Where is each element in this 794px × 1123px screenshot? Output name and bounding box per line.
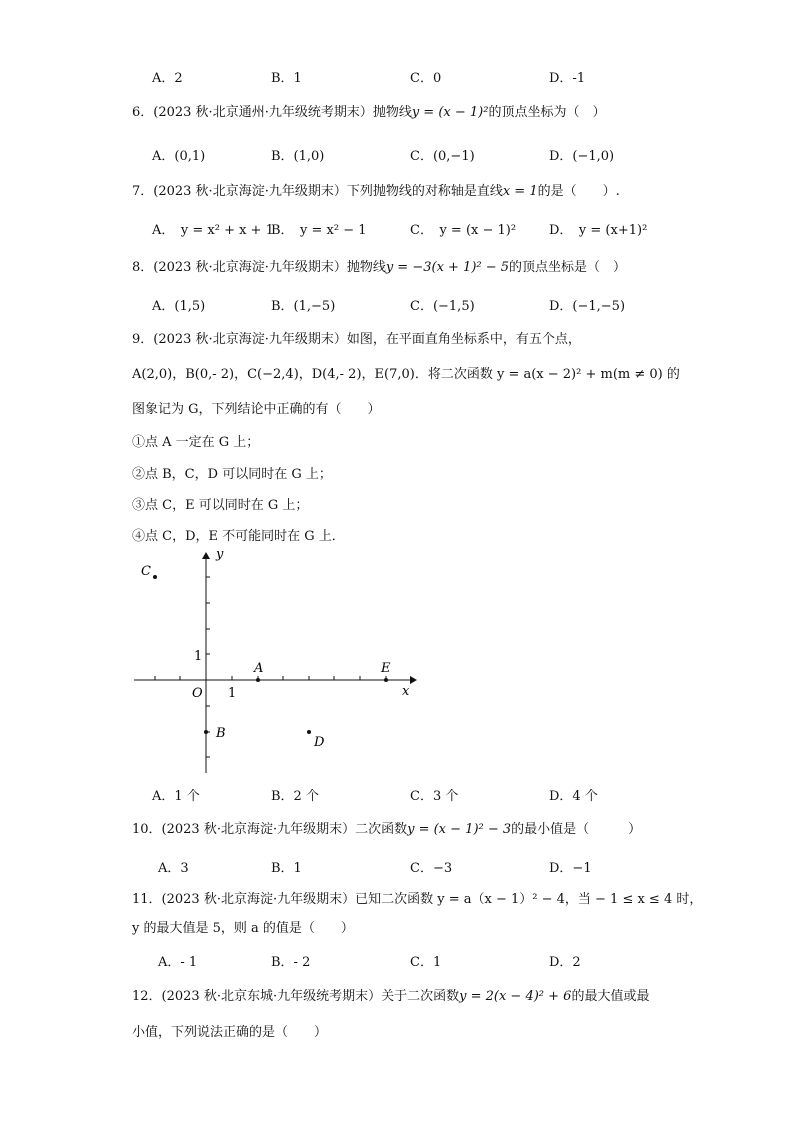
point-b bbox=[204, 730, 208, 734]
x-ticks bbox=[155, 676, 386, 680]
point-a-label: A bbox=[254, 661, 264, 676]
q6-formula: y = (x − 1)² bbox=[411, 105, 489, 120]
q6-option-c[interactable]: C．(0,−1) bbox=[410, 149, 475, 164]
q12-formula: y = 2(x − 4)² + 6 bbox=[459, 989, 572, 1004]
q8-option-d[interactable]: D．(−1,−5) bbox=[549, 299, 626, 314]
q6-option-d[interactable]: D．(−1,0) bbox=[549, 149, 615, 164]
q7-prefix: 7．(2023 秋·北京海淀·九年级期末）下列抛物线的对称轴是直线 bbox=[132, 184, 503, 199]
q9-option-b[interactable]: B．2 个 bbox=[271, 789, 319, 804]
point-a bbox=[256, 678, 260, 682]
q12-prefix: 12．(2023 秋·北京东城·九年级统考期末）关于二次函数 bbox=[132, 989, 460, 1004]
q7-option-c[interactable]: C． y = (x − 1)² bbox=[410, 223, 517, 238]
q9-coordinate-graph bbox=[120, 545, 430, 785]
q11-option-c[interactable]: C．1 bbox=[410, 955, 442, 970]
q8-suffix: 的顶点坐标是（ ） bbox=[509, 260, 627, 275]
q8-option-a[interactable]: A．(1,5) bbox=[152, 299, 206, 314]
q10-options bbox=[0, 857, 794, 875]
q5-option-d[interactable]: D．-1 bbox=[549, 71, 586, 86]
q9-statement-2: ②点 B，C，D 可以同时在 G 上； bbox=[132, 467, 332, 482]
q6-options bbox=[0, 145, 794, 163]
q10-suffix: 的最小值是（ ） bbox=[511, 822, 642, 837]
q7-option-d[interactable]: D． y = (x+1)² bbox=[549, 223, 648, 238]
q6-option-a[interactable]: A．(0,1) bbox=[152, 149, 206, 164]
q11-option-a[interactable]: A．- 1 bbox=[158, 955, 198, 970]
q8-formula: y = −3(x + 1)² − 5 bbox=[385, 260, 510, 275]
q7-options bbox=[0, 219, 794, 237]
q5-options bbox=[0, 67, 794, 85]
y-axis-arrow bbox=[202, 552, 210, 559]
q9-statement-4: ④点 C，D，E 不可能同时在 G 上． bbox=[132, 529, 345, 544]
point-d bbox=[307, 730, 311, 734]
q9-option-c[interactable]: C．3 个 bbox=[410, 789, 459, 804]
point-e-label: E bbox=[381, 661, 391, 676]
q11-options bbox=[0, 951, 794, 969]
q8-option-b[interactable]: B．(1,−5) bbox=[271, 299, 336, 314]
q8-options bbox=[0, 295, 794, 313]
q6-option-b[interactable]: B．(1,0) bbox=[271, 149, 325, 164]
q10-stem bbox=[132, 821, 641, 839]
x-axis-arrow bbox=[410, 676, 417, 684]
y-tick-1-label: 1 bbox=[194, 649, 203, 664]
q10-option-d[interactable]: D．−1 bbox=[549, 861, 592, 876]
q10-option-b[interactable]: B．1 bbox=[271, 861, 302, 876]
point-d-label: D bbox=[314, 735, 325, 750]
q9-statement-3: ③点 C，E 可以同时在 G 上； bbox=[132, 498, 309, 513]
origin-label: O bbox=[192, 686, 203, 701]
q5-option-c[interactable]: C．0 bbox=[410, 71, 442, 86]
y-axis-label: y bbox=[216, 547, 224, 562]
q9-line3: 图象记为 G，下列结论中正确的有（ ） bbox=[132, 402, 381, 417]
point-c bbox=[153, 575, 157, 579]
x-tick-1-label: 1 bbox=[228, 686, 237, 701]
q10-option-c[interactable]: C．−3 bbox=[410, 861, 453, 876]
q9-line1: 9．(2023 秋·北京海淀·九年级期末）如图，在平面直角坐标系中，有五个点， bbox=[132, 332, 581, 347]
q9-statement-1: ①点 A 一定在 G 上； bbox=[132, 435, 260, 450]
q9-option-a[interactable]: A．1 个 bbox=[152, 789, 200, 804]
q11-option-d[interactable]: D．2 bbox=[549, 955, 581, 970]
q7-suffix: 的是（ ）. bbox=[537, 184, 620, 199]
q8-stem bbox=[132, 259, 626, 277]
x-axis-label: x bbox=[402, 684, 410, 699]
q12-suffix: 的最大值或最 bbox=[571, 989, 650, 1004]
q10-option-a[interactable]: A．3 bbox=[158, 861, 189, 876]
q7-option-a[interactable]: A． y = x² + x + 1 bbox=[152, 223, 274, 238]
q11-line1: 11．(2023 秋·北京海淀·九年级期末）已知二次函数 y = a（x − 1）² − 4，当 − 1 ≤ x ≤ 4 时， bbox=[132, 892, 703, 907]
point-c-label: C bbox=[141, 564, 151, 579]
q10-prefix: 10．(2023 秋·北京海淀·九年级期末）二次函数 bbox=[132, 822, 408, 837]
y-ticks bbox=[206, 577, 210, 757]
point-b-label: B bbox=[216, 726, 226, 741]
q9-options bbox=[0, 785, 794, 803]
q10-formula: y = (x − 1)² − 3 bbox=[407, 822, 512, 837]
q8-prefix: 8．(2023 秋·北京海淀·九年级期末）抛物线 bbox=[132, 260, 386, 275]
q6-stem bbox=[132, 104, 605, 122]
q12-line2: 小值，下列说法正确的是（ ） bbox=[132, 1025, 328, 1040]
q9-line2: A(2,0)，B(0,- 2)，C(−2,4)，D(4,- 2)，E(7,0)．将二次函数 y = a(x − 2)² + m(m ≠ 0) 的 bbox=[132, 367, 680, 382]
q6-prefix: 6．(2023 秋·北京通州·九年级统考期末）抛物线 bbox=[132, 105, 412, 120]
q11-option-b[interactable]: B．- 2 bbox=[271, 955, 311, 970]
q7-option-b[interactable]: B． y = x² − 1 bbox=[271, 223, 367, 238]
q7-formula: x = 1 bbox=[502, 184, 538, 199]
q5-option-a[interactable]: A．2 bbox=[152, 71, 183, 86]
q9-option-d[interactable]: D．4 个 bbox=[549, 789, 598, 804]
q12-stem bbox=[132, 988, 649, 1006]
q5-option-b[interactable]: B．1 bbox=[271, 71, 302, 86]
point-e bbox=[384, 678, 388, 682]
q6-suffix: 的顶点坐标为（ ） bbox=[488, 105, 606, 120]
q7-stem bbox=[132, 183, 620, 201]
q8-option-c[interactable]: C．(−1,5) bbox=[410, 299, 475, 314]
q11-line2: y 的最大值是 5，则 a 的值是（ ） bbox=[132, 921, 354, 936]
